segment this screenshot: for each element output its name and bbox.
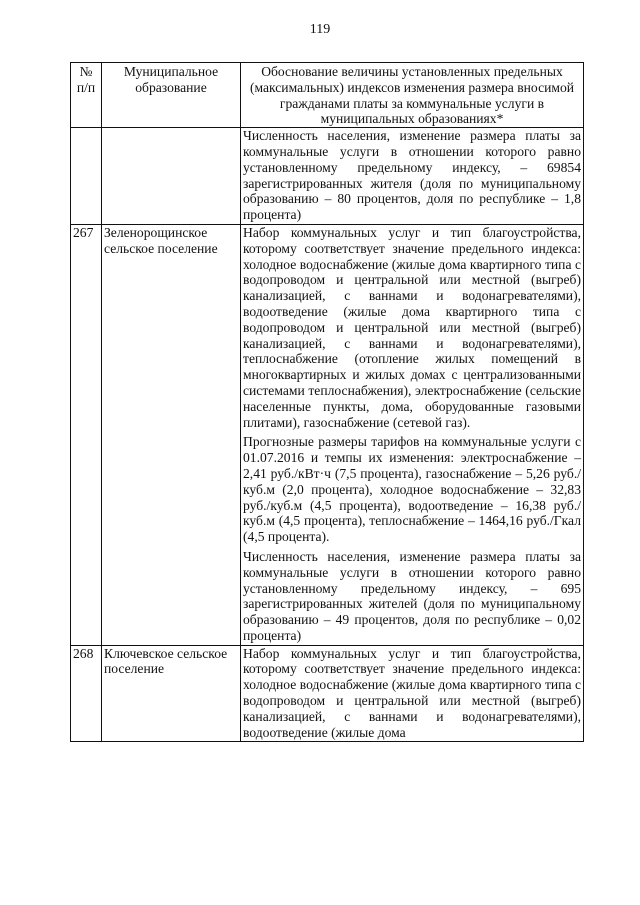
- table-row: [71, 645, 584, 742]
- header-basis: Обоснование величины установленных предельных (максимальных) индексов изменения размера вносимой гражданами платы за коммунальные услуги в муниципальных образованиях*: [241, 63, 584, 128]
- row-number: 267: [71, 224, 102, 645]
- row-basis: [241, 645, 584, 742]
- row-number: [71, 128, 102, 225]
- row-municipality: Ключевское сельское поселение: [102, 645, 241, 742]
- row-municipality: [102, 128, 241, 225]
- row-basis: [241, 224, 584, 645]
- row-number: 268: [71, 645, 102, 742]
- header-number: № п/п: [71, 63, 102, 128]
- header-municipality: Муниципальное образование: [102, 63, 241, 128]
- table-row: [71, 224, 584, 645]
- basis-paragraph: Численность населения, изменение размера платы за коммунальные услуги в отношении которого равно установленному предельному индексу, – 695 зарегистрированных жителей (доля по муниципальному образованию – 49 процентов, доля по республике – 0,02 процента): [243, 548, 581, 643]
- basis-paragraph: Прогнозные размеры тарифов на коммунальные услуги с 01.07.2016 и темпы их изменения: электроснабжение – 2,41 руб./кВт·ч (7,5 процента), газоснабжение – 5,26 руб./куб.м (2,0 процента), холодное водоснабжение – 32,83 руб./куб.м (4,5 процента), водоотведение – 16,38 руб./куб.м (4,5 процента), теплоснабжение – 1464,16 руб./Гкал (4,5 процента).: [243, 434, 581, 545]
- indices-table: [70, 62, 584, 742]
- basis-paragraph: Набор коммунальных услуг и тип благоустройства, которому соответствует значение предельного индекса: холодное водоснабжение (жилые дома квартирного типа с водопроводом и центральной или местной (выгреб) канализацией, с ваннами и водонагревателями), водоотведение (жилые дома квартирного типа с водопроводом и центральной или местной (выгреб) канализацией, с ваннами и водонагревателями), теплоснабжение (отопление жилых помещений в многоквартирных и жилых домах с централизованными системами теплоснабжения), электроснабжение (сельские населенные пункты, дома, оборудованные газовыми плитами), газоснабжение (сетевой газ).: [243, 224, 581, 430]
- page-number: 119: [309, 22, 331, 37]
- basis-paragraph: Численность населения, изменение размера платы за коммунальные услуги в отношении которого равно установленному предельному индексу, – 69854 зарегистрированных жителя (доля по муниципальному образованию – 80 процентов, доля по республике – 1,8 процента): [243, 128, 581, 223]
- table-row: [71, 128, 584, 225]
- table-header-row: [71, 63, 584, 128]
- row-municipality: Зеленорощинское сельское поселение: [102, 224, 241, 645]
- basis-paragraph: Набор коммунальных услуг и тип благоустройства, которому соответствует значение предельного индекса: холодное водоснабжение (жилые дома квартирного типа с водопроводом и центральной или местной (выгреб) канализацией, с ваннами и водонагревателями), водоотведение (жилые дома: [243, 645, 581, 740]
- row-basis: [241, 128, 584, 225]
